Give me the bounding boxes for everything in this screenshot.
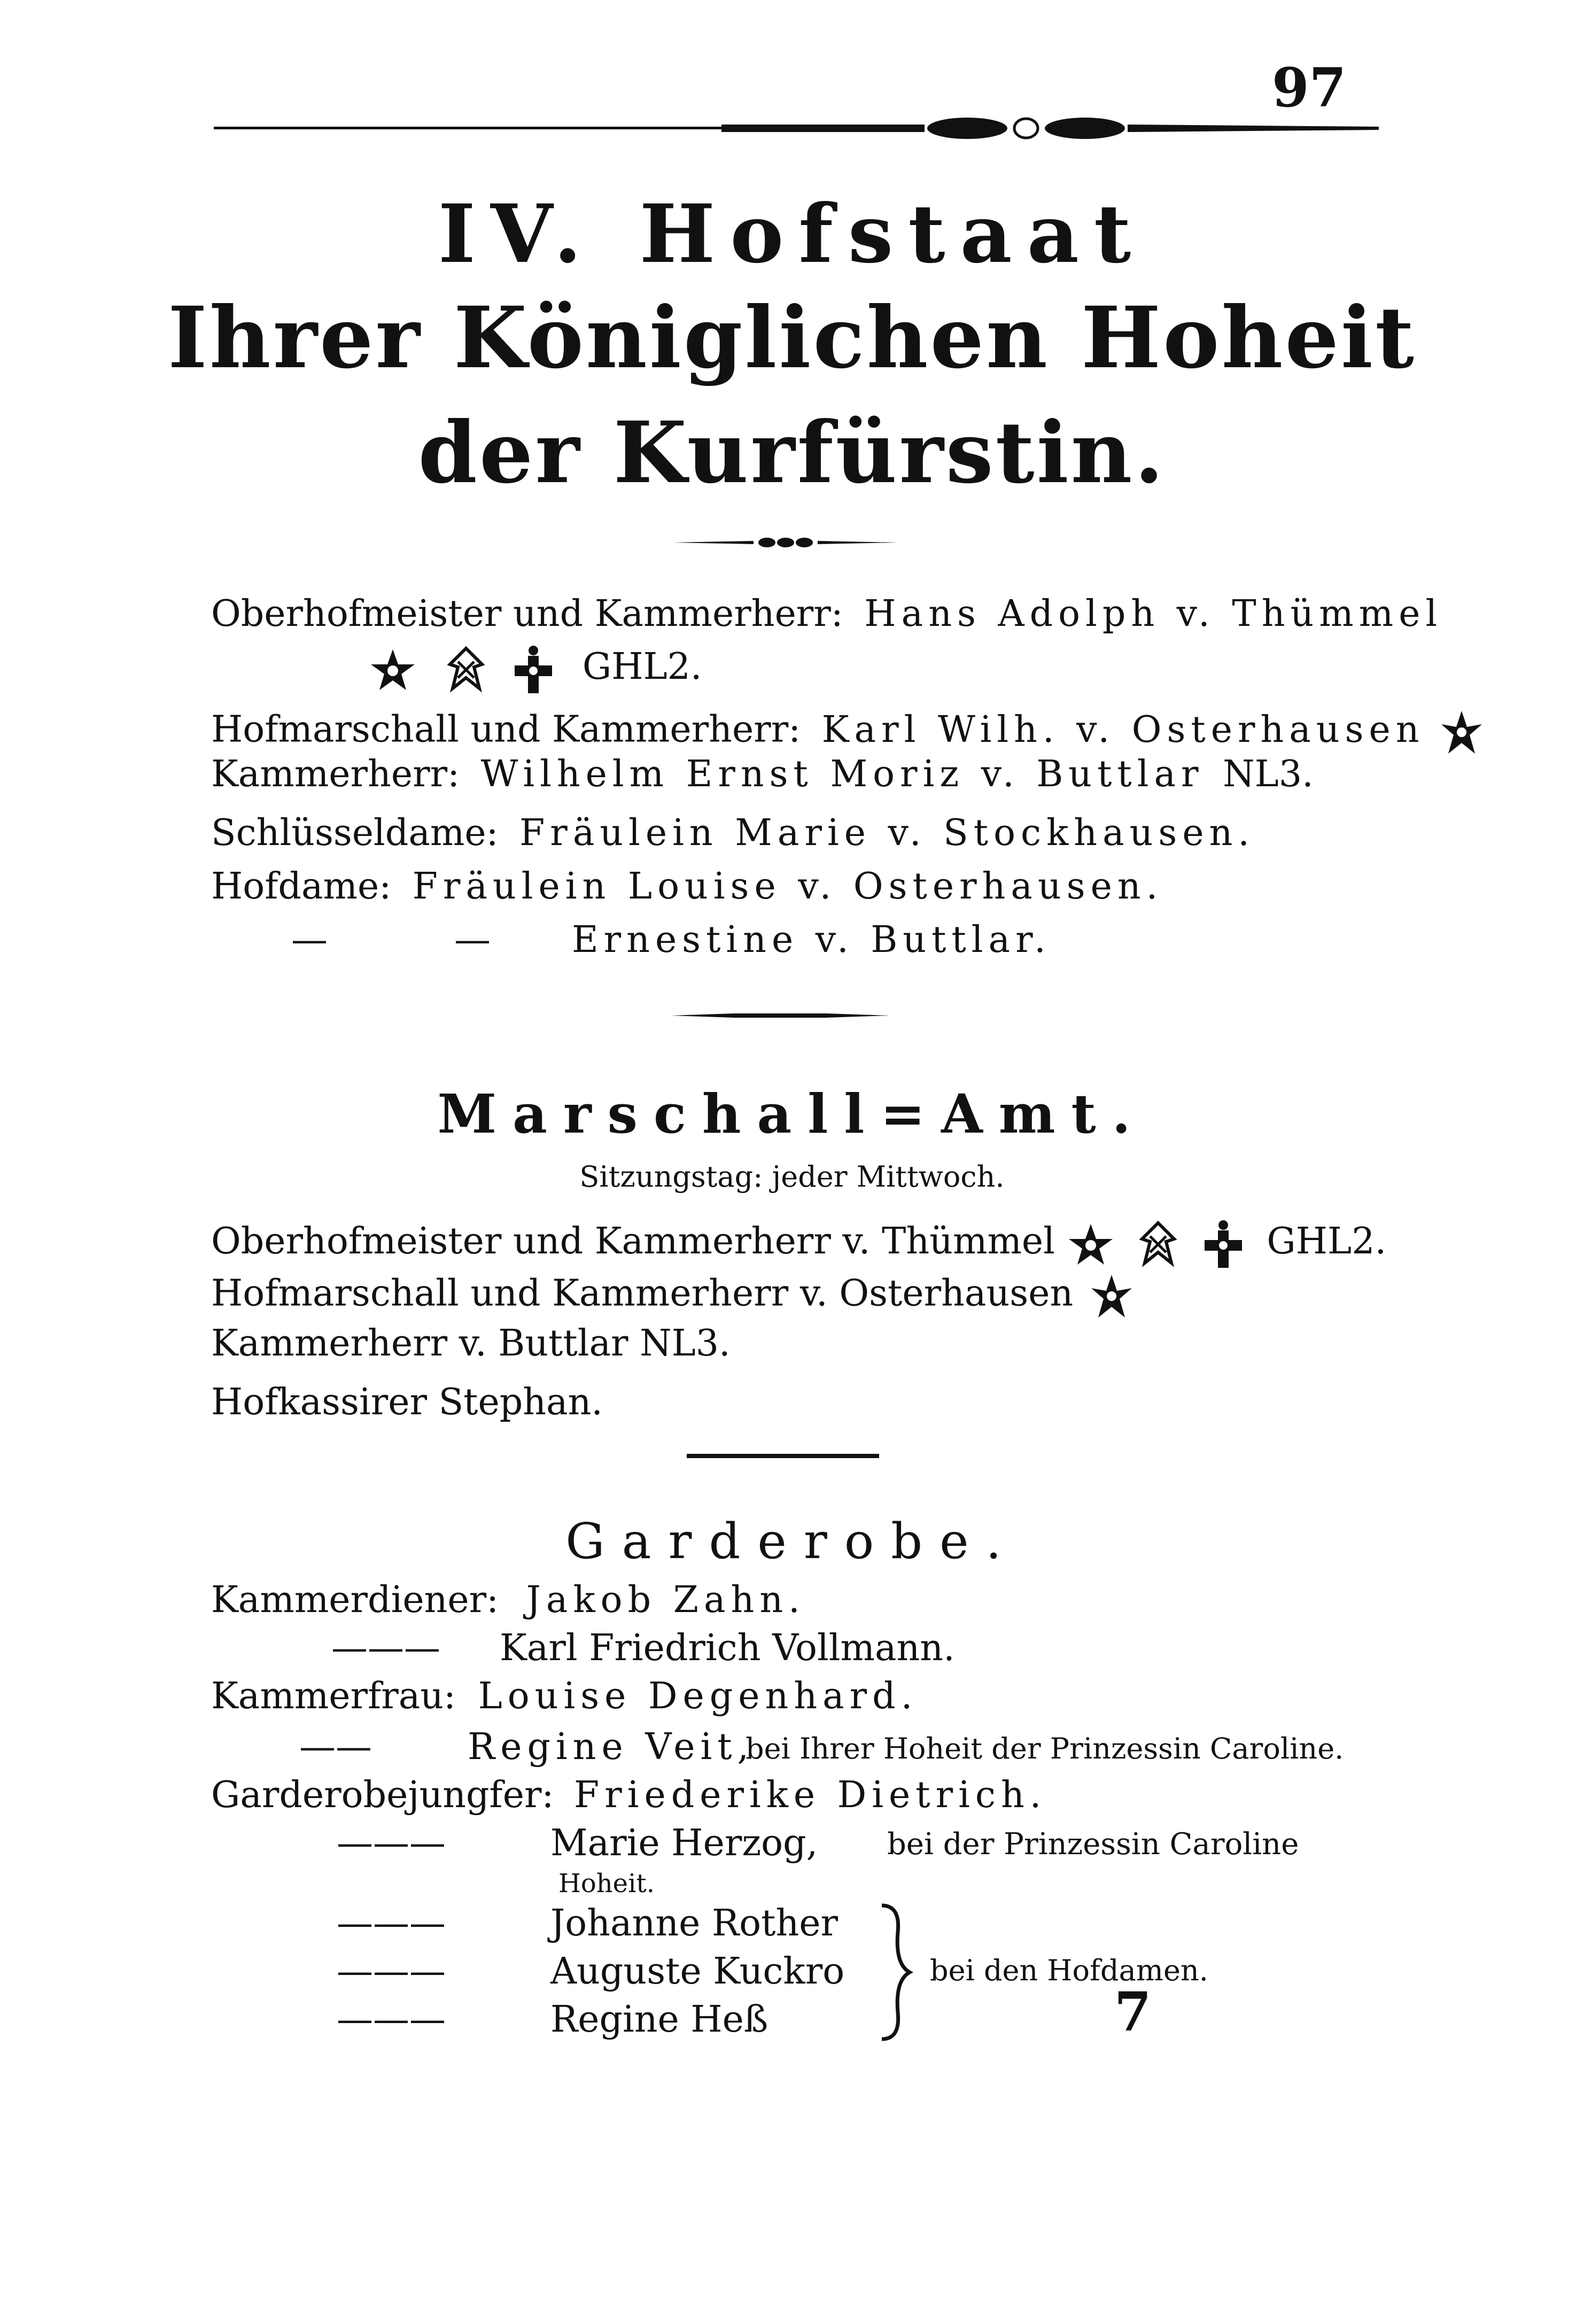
marschall-line-3: [211, 1322, 731, 1365]
marschall-heading: Marschall=Amt.: [437, 1082, 1147, 1145]
person-name: Marie Herzog,: [550, 1822, 818, 1864]
garderobe-line-1: [211, 1579, 805, 1621]
person-name: Fräulein Louise v. Osterhausen.: [412, 865, 1163, 908]
star-order-icon: [1067, 1223, 1115, 1266]
order-abbreviation: GHL2.: [582, 646, 702, 688]
person-name: Hans Adolph v. Thümmel: [864, 593, 1443, 635]
section-title-line2: Ihrer Königlichen Hoheit: [167, 289, 1416, 388]
entry-oberhofmeister: [211, 593, 1443, 635]
section-divider: [687, 1454, 879, 1458]
order-badge-icon: [1137, 1220, 1179, 1268]
entry-schluesseldame: [211, 812, 1255, 854]
garderobe-line-3: [211, 1675, 918, 1717]
page-number: 97: [1272, 56, 1347, 119]
ornamental-rule: [214, 115, 1379, 142]
marschall-line-2: [211, 1272, 1133, 1320]
grouping-brace: [876, 1900, 914, 2044]
marschall-line-1: [211, 1219, 1386, 1269]
person-name: Regine Heß: [550, 1998, 768, 2041]
entry-hofdame: [211, 865, 1163, 908]
role-label: Hofdame:: [211, 865, 392, 908]
person-name: Louise Degenhard.: [478, 1675, 918, 1717]
order-badge-icon: [445, 646, 487, 694]
entry-text: Kammerherr v. Buttlar NL3.: [211, 1322, 731, 1365]
entry-kammerherr: [211, 753, 1314, 795]
person-name: Johanne Rother: [550, 1902, 838, 1945]
small-ornament: [673, 534, 898, 551]
ditto-dash: —: [454, 919, 491, 961]
role-label: Hofmarschall und Kammerherr:: [211, 708, 801, 751]
cross-order-icon: [1202, 1219, 1245, 1269]
marschall-line-4: [211, 1381, 603, 1423]
person-name: Jakob Zahn.: [526, 1579, 805, 1621]
entry-text: Hofkassirer Stephan.: [211, 1381, 603, 1423]
person-name: Ernestine v. Buttlar.: [572, 919, 1051, 961]
garderobe-line-7: [558, 1869, 655, 1899]
role-label: Oberhofmeister und Kammerherr:: [211, 593, 843, 635]
person-name: Fräulein Marie v. Stockhausen.: [519, 812, 1255, 854]
star-order-icon: [369, 648, 417, 691]
session-day: Sitzungstag: jeder Mittwoch.: [579, 1160, 1005, 1194]
note: bei den Hofdamen.: [930, 1954, 1208, 1987]
entry-hofmarschall: [211, 708, 1483, 756]
cross-order-icon: [512, 644, 555, 695]
role-label: Kammerherr:: [211, 753, 460, 795]
note: bei der Prinzessin Caroline: [887, 1827, 1299, 1862]
ditto-dash: ———: [337, 1950, 446, 1993]
section-title-line3: der Kurfürstin.: [418, 404, 1166, 502]
role-label: Kammerfrau:: [211, 1675, 456, 1717]
order-abbreviation: NL3.: [1223, 753, 1314, 795]
role-label: Garderobejungfer:: [211, 1774, 554, 1816]
ditto-dash: ———: [337, 1902, 446, 1945]
person-name: Karl Friedrich Vollmann.: [500, 1627, 955, 1669]
ditto-dash: ——: [299, 1726, 372, 1768]
garderobe-line-5: [211, 1774, 1047, 1816]
person-name: Friederike Dietrich.: [574, 1774, 1047, 1816]
role-label: Kammerdiener:: [211, 1579, 499, 1621]
person-name: Auguste Kuckro: [550, 1950, 845, 1993]
note: Hoheit.: [558, 1869, 655, 1899]
entry-text: Hofmarschall und Kammerherr v. Osterhausen: [211, 1272, 1074, 1315]
ditto-dash: ———: [331, 1627, 440, 1669]
entry-text: Oberhofmeister und Kammerherr v. Thümmel: [211, 1220, 1055, 1262]
role-label: Schlüsseldame:: [211, 812, 499, 854]
signature-mark: 7: [1114, 1980, 1152, 2043]
ditto-dash: ———: [337, 1822, 446, 1864]
cross-order-icon: [1090, 1272, 1133, 1320]
person-name: Regine Veit,: [468, 1726, 755, 1768]
ditto-dash: ———: [337, 1998, 446, 2041]
note: bei Ihrer Hoheit der Prinzessin Caroline.: [746, 1732, 1344, 1765]
order-abbreviation: GHL2.: [1267, 1220, 1387, 1262]
section-divider: [671, 1010, 890, 1021]
ditto-dash: —: [291, 919, 328, 961]
entry-oberhofmeister-orders: [369, 644, 702, 695]
section-title: IV. Hofstaat: [438, 187, 1146, 281]
cross-order-icon: [1440, 708, 1483, 756]
garderobe-heading: Garderobe.: [565, 1513, 1019, 1570]
person-name: Karl Wilh. v. Osterhausen: [821, 708, 1425, 751]
person-name: Wilhelm Ernst Moriz v. Buttlar: [480, 753, 1204, 795]
